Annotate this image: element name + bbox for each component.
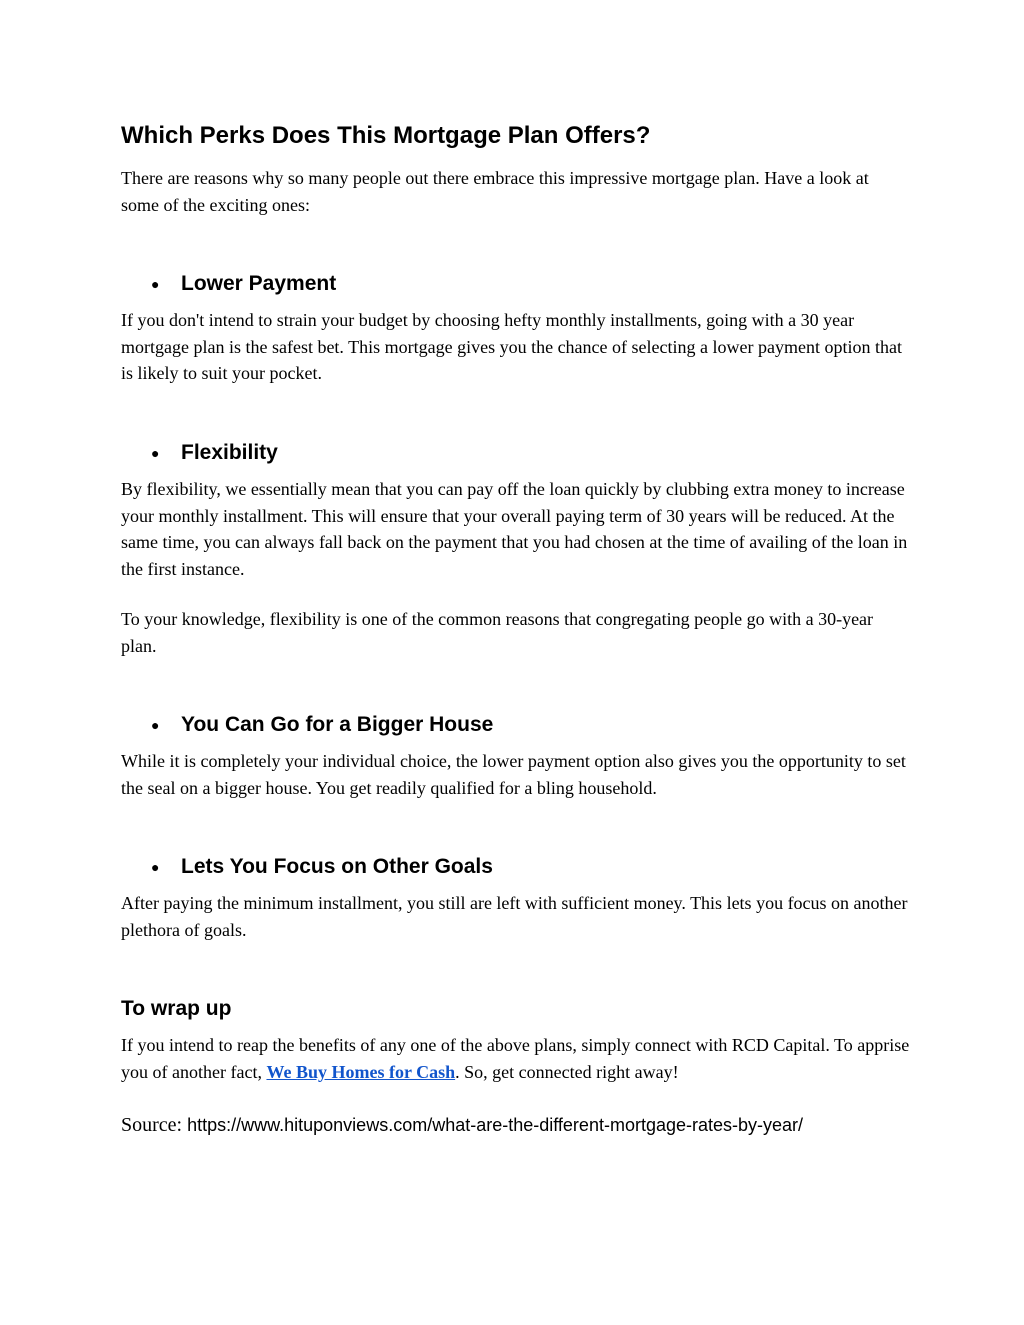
section-heading-label: Lower Payment (181, 272, 337, 295)
source-line (121, 1112, 911, 1139)
section-heading-bigger-house (151, 710, 493, 740)
source-url: https://www.hituponviews.com/what-are-the-different-mortgage-rates-by-year/ (187, 1115, 804, 1135)
intro-paragraph: There are reasons why so many people out there embrace this impressive mortgage plan. Have a look at some of the exciting ones: (121, 168, 869, 215)
wrap-up-text-after-link: . So, get connected right away! (455, 1061, 679, 1082)
section-paragraph: If you don't intend to strain your budget by choosing hefty monthly installments, going with a 30 year mortgage plan is the safest bet. This mortgage gives you the chance of selecting a lower payment option that is likely to suit your pocket. (121, 310, 902, 383)
source-label: Source: (121, 1114, 188, 1136)
section-heading-label: Flexibility (181, 441, 278, 464)
section-heading-other-goals (151, 852, 493, 882)
section-paragraph: While it is completely your individual choice, the lower payment option also gives you the opportunity to set the seal on a bigger house. You get readily qualified for a bling household. (121, 751, 906, 798)
section-heading-lower-payment (151, 269, 336, 299)
we-buy-homes-link[interactable]: We Buy Homes for Cash (266, 1061, 456, 1082)
wrap-up-text-before-link: If you intend to reap the benefits of any one of the above plans, simply connect with RCD Capital. To apprise you of another fact, (121, 1035, 910, 1082)
section-heading-flexibility (151, 438, 278, 468)
bullet-icon: ● (151, 276, 160, 292)
page-title: Which Perks Does This Mortgage Plan Offers? (121, 122, 651, 149)
section-heading-label: Lets You Focus on Other Goals (181, 855, 493, 878)
section-heading-label: You Can Go for a Bigger House (181, 713, 494, 736)
bullet-icon: ● (151, 859, 160, 875)
section-paragraph: To your knowledge, flexibility is one of the common reasons that congregating people go with a 30-year plan. (121, 609, 874, 656)
section-paragraph: After paying the minimum installment, you still are left with sufficient money. This lets you focus on another plethora of goals. (121, 893, 908, 940)
section-paragraph: By flexibility, we essentially mean that you can pay off the loan quickly by clubbing extra money to increase your monthly installment. This will ensure that your overall paying term of 30 years will be reduced. At the same time, you can always fall back on the payment that you had chosen at the time of availing of the loan in the first instance. (121, 479, 908, 579)
wrap-up-heading: To wrap up (121, 997, 232, 1020)
bullet-icon: ● (151, 717, 160, 733)
wrap-up-paragraph (121, 1032, 911, 1085)
bullet-icon: ● (151, 445, 160, 461)
